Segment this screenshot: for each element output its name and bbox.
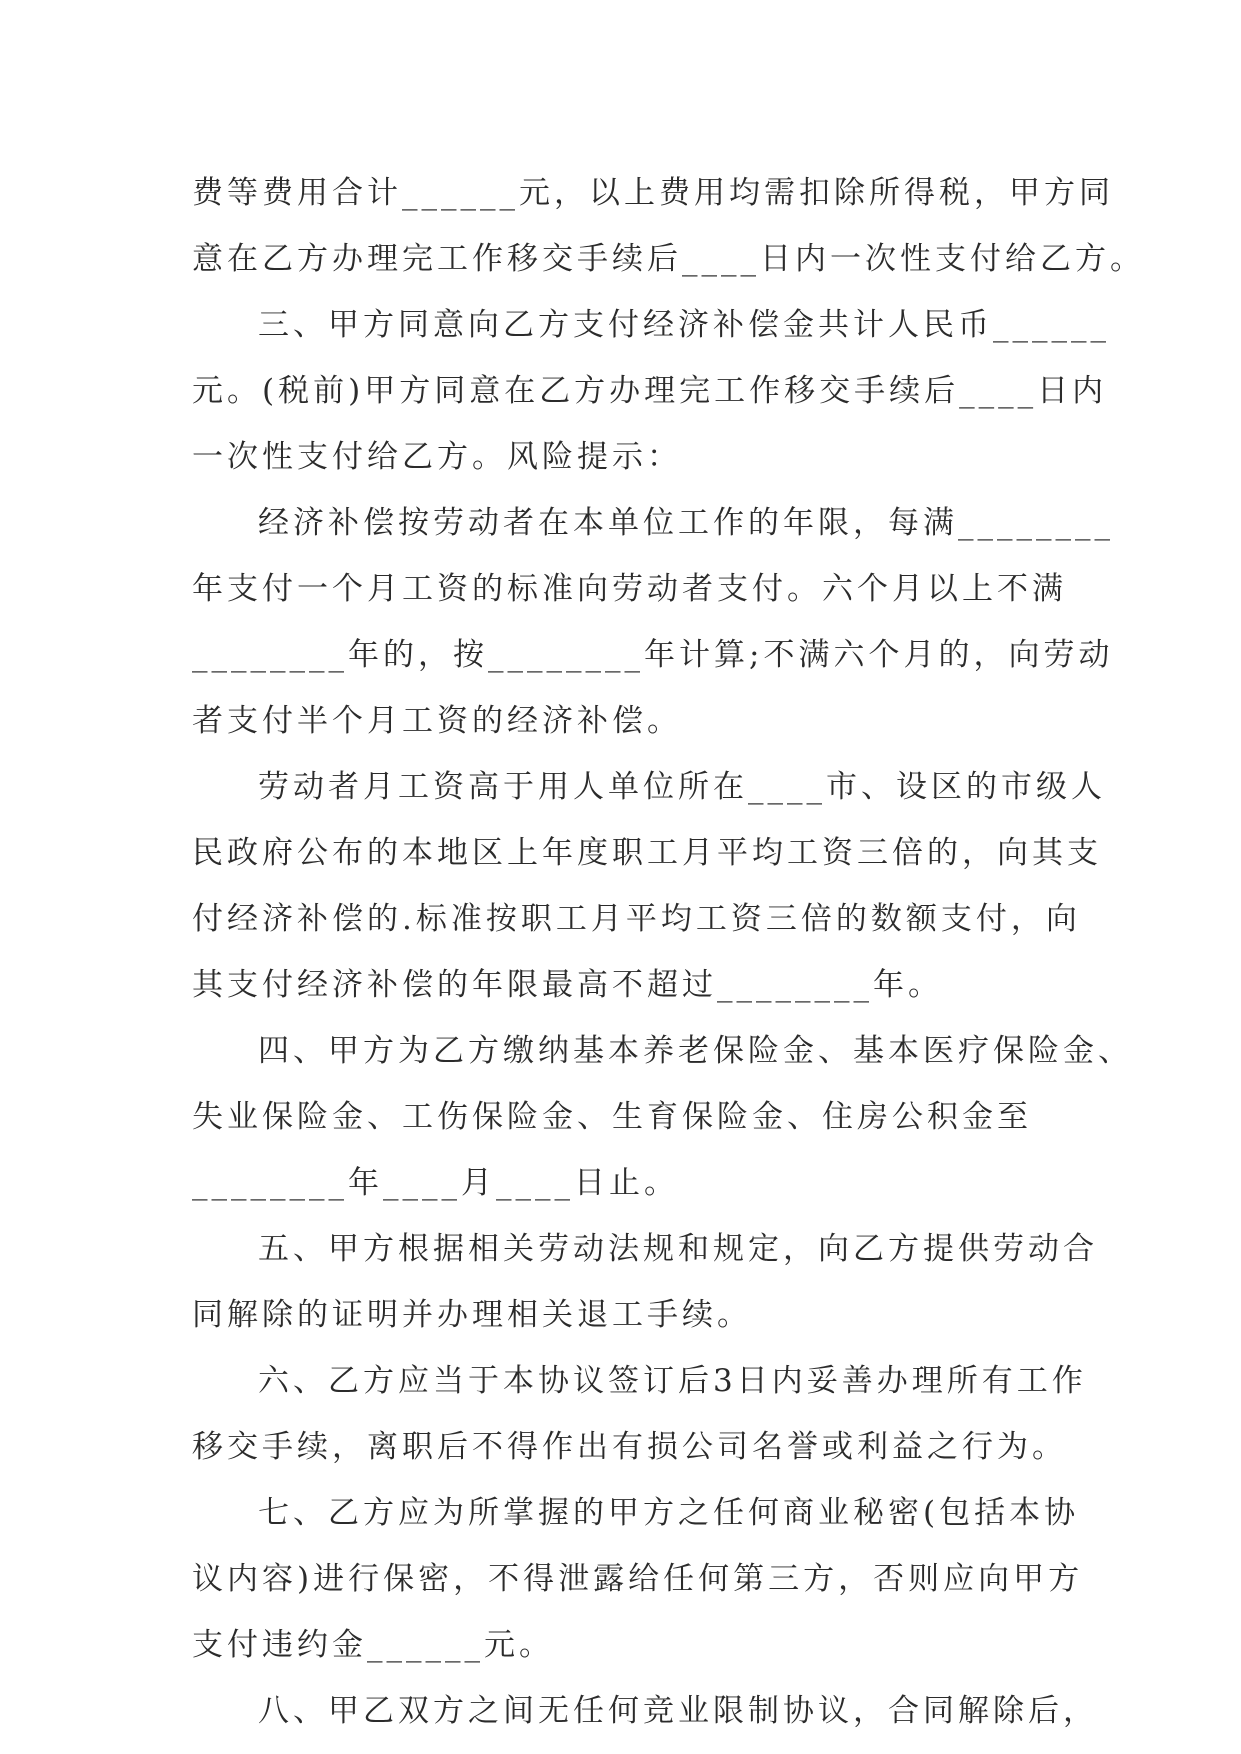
risk-note-line: 劳动者月工资高于用人单位所在____市、设区的市级人 — [258, 769, 1106, 805]
text-line: 移交手续，离职后不得作出有损公司名誉或利益之行为。 — [192, 1429, 1067, 1465]
text-line: ________年的，按________年计算;不满六个月的，向劳动 — [192, 637, 1114, 673]
risk-note-line: 经济补偿按劳动者在本单位工作的年限，每满________ — [258, 505, 1114, 541]
text-line: 支付违约金______元。 — [192, 1627, 554, 1663]
text-line: 其支付经济补偿的年限最高不超过________年。 — [192, 967, 943, 1003]
document-body — [192, 160, 1145, 1744]
clause-5-line: 五、甲方根据相关劳动法规和规定，向乙方提供劳动合 — [258, 1231, 1098, 1267]
text-line: ________年____月____日止。 — [192, 1165, 679, 1201]
clause-8-line: 八、甲乙双方之间无任何竞业限制协议，合同解除后， — [258, 1693, 1098, 1729]
text-line: 一次性支付给乙方。风险提示： — [192, 439, 682, 475]
clause-7-line: 七、乙方应为所掌握的甲方之任何商业秘密(包括本协 — [258, 1495, 1080, 1531]
text-line: 失业保险金、工伤保险金、生育保险金、住房公积金至 — [192, 1099, 1032, 1135]
text-line: 元。(税前)甲方同意在乙方办理完工作移交手续后____日内 — [192, 373, 1108, 409]
clause-3-line: 三、甲方同意向乙方支付经济补偿金共计人民币______ — [258, 307, 1110, 343]
text-line: 民政府公布的本地区上年度职工月平均工资三倍的，向其支 — [192, 835, 1102, 871]
text-line: 年支付一个月工资的标准向劳动者支付。六个月以上不满 — [192, 571, 1067, 607]
text-line: 费等费用合计______元，以上费用均需扣除所得税，甲方同 — [192, 175, 1114, 211]
text-line: 者支付半个月工资的经济补偿。 — [192, 703, 682, 739]
clause-6-line: 六、乙方应当于本协议签订后3日内妥善办理所有工作 — [258, 1363, 1087, 1399]
clause-4-line: 四、甲方为乙方缴纳基本养老保险金、基本医疗保险金、 — [258, 1033, 1133, 1069]
text-line: 同解除的证明并办理相关退工手续。 — [192, 1297, 752, 1333]
text-line: 议内容)进行保密，不得泄露给任何第三方，否则应向甲方 — [192, 1561, 1084, 1597]
text-line: 意在乙方办理完工作移交手续后____日内一次性支付给乙方。 — [192, 241, 1145, 277]
text-line: 付经济补偿的.标准按职工月平均工资三倍的数额支付，向 — [192, 901, 1081, 937]
